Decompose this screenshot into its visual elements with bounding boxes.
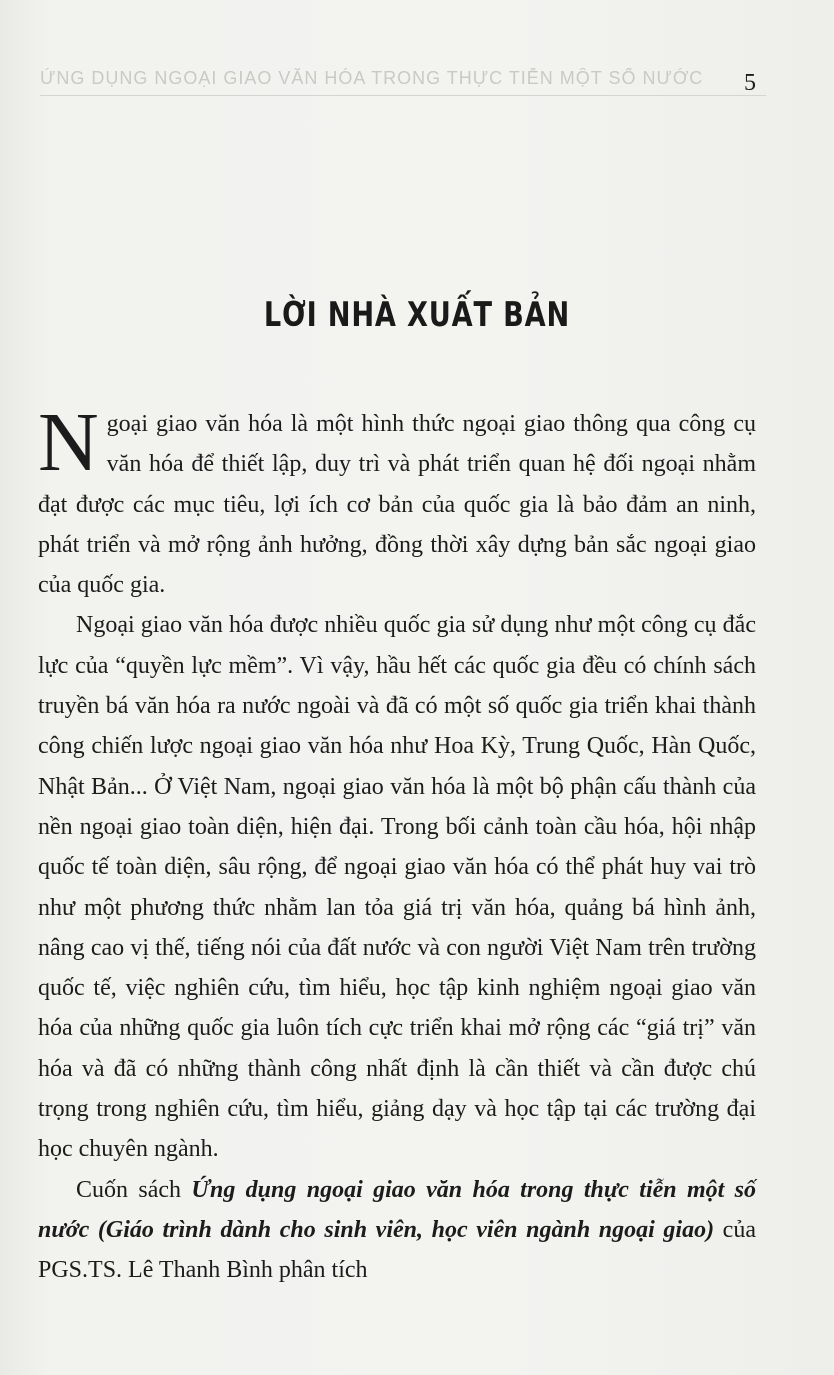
paragraph-1-text: goại giao văn hóa là một hình thức ngoại giao thông qua công cụ văn hóa để thiết lập, duy trì và phát triển quan hệ đối ngoại nhằm đạt được các mục tiêu, lợi ích cơ bản của quốc gia là bảo đảm an ninh, phát triển và mở rộng ảnh hưởng, đồng thời xây dựng bản sắc ngoại giao của quốc gia. — [38, 411, 756, 599]
book-title: Ứng dụng ngoại giao văn hóa trong thực tiễn một số nước (Giáo trình dành cho sinh viên, học viên ngành ngoại giao) — [38, 1176, 757, 1243]
paragraph-1 — [38, 396, 756, 605]
body-text — [38, 396, 757, 1291]
page-number: 5 — [744, 70, 756, 96]
header-rule — [40, 95, 766, 96]
paragraph-3-intro: Cuốn sách — [76, 1176, 192, 1203]
section-heading: LỜI NHÀ XUẤT BẢN — [263, 295, 571, 335]
paragraph-3-rest: của PGS.TS. Lê Thanh Bình phân tích — [38, 1216, 756, 1284]
paragraph-3 — [38, 1170, 756, 1291]
running-header: ỨNG DỤNG NGOẠI GIAO VĂN HÓA TRONG THỰC TIỄN MỘT SỐ NƯỚC — [40, 68, 704, 88]
drop-cap: N — [38, 396, 99, 489]
paragraph-2: Ngoại giao văn hóa được nhiều quốc gia sử dụng như một công cụ đắc lực của “quyền lực mềm”. Vì vậy, hầu hết các quốc gia đều có chính sách truyền bá văn hóa ra nước ngoài và đã có một số quốc gia triển khai thành công chiến lược ngoại giao văn hóa như Hoa Kỳ, Trung Quốc, Hàn Quốc, Nhật Bản... Ở Việt Nam, ngoại giao văn hóa là một bộ phận cấu thành của nền ngoại giao toàn diện, hiện đại. Trong bối cảnh toàn cầu hóa, hội nhập quốc tế toàn diện, sâu rộng, để ngoại giao văn hóa có thể phát huy vai trò như một phương thức nhằm lan tỏa giá trị văn hóa, quảng bá hình ảnh, nâng cao vị thế, tiếng nói của đất nước và con người Việt Nam trên trường quốc tế, việc nghiên cứu, tìm hiểu, học tập kinh nghiệm ngoại giao văn hóa của những quốc gia luôn tích cực triển khai mở rộng các “giá trị” văn hóa và đã có những thành công nhất định là cần thiết và cần được chú trọng trong nghiên cứu, tìm hiểu, giảng dạy và học tập tại các trường đại học chuyên ngành. — [38, 612, 756, 1163]
